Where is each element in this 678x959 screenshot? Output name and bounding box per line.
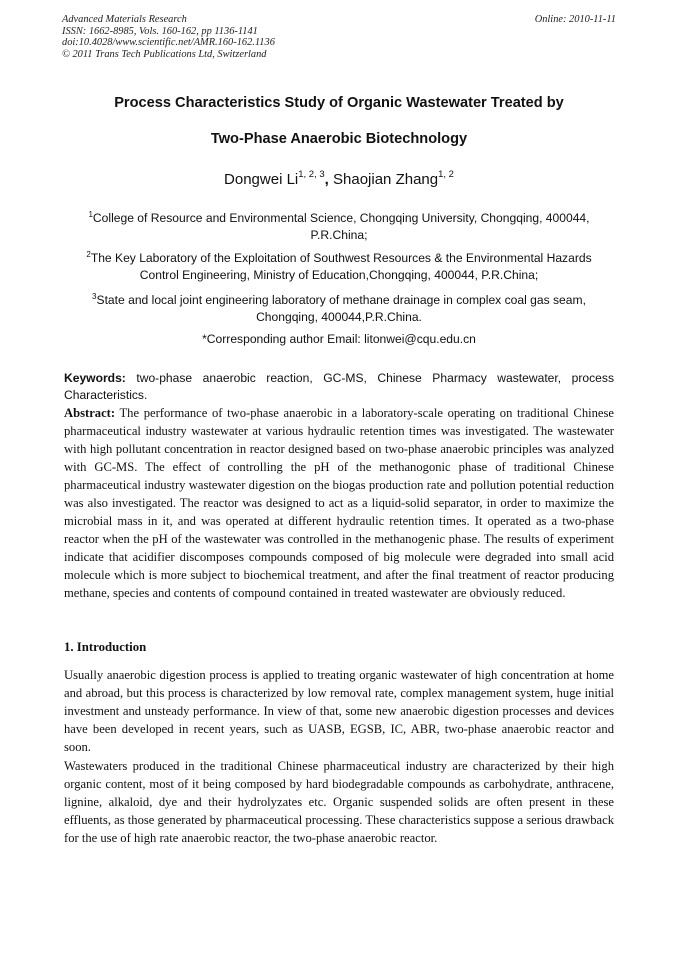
corresponding-author: *Corresponding author Email: litonwei@cqu.edu.cn	[202, 332, 476, 346]
copyright-line: © 2011 Trans Tech Publications Ltd, Switzerland	[62, 48, 267, 60]
journal-name: Advanced Materials Research	[62, 14, 187, 25]
affiliation-text: State and local joint engineering laboratory of methane drainage in complex coal gas seam, Chongqing, 400044,P.R.China.	[96, 293, 586, 325]
section-heading: 1. Introduction	[64, 640, 147, 654]
affiliation-2	[70, 246, 608, 284]
affiliation-text: College of Resource and Environmental Science, Chongqing University, Chongqing, 400044, P.R.China;	[92, 211, 590, 243]
affiliation-3	[70, 288, 608, 326]
journal-metadata	[62, 14, 616, 60]
keywords	[64, 370, 614, 404]
paper-title-line-2: Two-Phase Anaerobic Biotechnology	[210, 131, 468, 147]
author-name: Shaojian Zhang	[333, 171, 439, 188]
affiliation-number: 2	[86, 250, 91, 259]
abstract-text: The performance of two-phase anaerobic in a laboratory-scale operating on traditional Chinese pharmaceutical industry wastewater at various hydraulic retention times was investigated. The wastewater with high pollutant concentration in reactor designed based on two-phase anaerobic principles was analyzed with GC-MS. The effect of controlling the pH of the methanogonic phase of traditional Chinese pharmaceutical industry wastewater digestion on the biogas production rate and pollution potential reduction was also investigated. The reactor was designed to act as a liquid-solid separator, in order to maximize the microbial mass in it, and was operated at different hydraulic retention times. It operated as a two-phase reactor when the pH of the wastewater was controlled in the methanogenic phase. The results of experiment indicate that acidifier discomposes compounds composed of big molecule were degraded into small acid molecule which is more subject to biochemical treatment, and after the final treatment of reactor producing methane, species and contents of compound contained in treated wastewater are obviously reduced.	[64, 406, 614, 600]
abstract	[64, 404, 614, 602]
author-separator: ,	[324, 171, 329, 188]
intro-paragraph-1: Usually anaerobic digestion process is applied to treating organic wastewater of high concentration at home and abroad, but this process is characterized by low removal rate, complex management system, huge initial investment and unsteady performance. In view of that, some new anaerobic digestion processes and devices have been developed in recent years, such as UASB, EGSB, IC, ABR, two-phase anaerobic reactor and soon.	[64, 668, 614, 754]
author-list	[40, 170, 638, 188]
author-affiliation-sup: 1, 2	[438, 169, 454, 180]
keywords-text: two-phase anaerobic reaction, GC-MS, Chinese Pharmacy wastewater, process Characteristics.	[64, 371, 614, 402]
paper-title-line-1: Process Characteristics Study of Organic Wastewater Treated by	[114, 95, 564, 111]
affiliation-number: 1	[88, 210, 93, 219]
issn-line: ISSN: 1662-8985, Vols. 160-162, pp 1136-1141	[62, 25, 258, 37]
intro-paragraph-2: Wastewaters produced in the traditional Chinese pharmaceutical industry are characterized by their high organic content, most of it being composed by hard biodegradable compounds as carbohydrate, anthracene, lignine, alkaloid, dye and their hydrolyzates etc. Organic suspended solids are often present in these effluents, as those generated by pharmaceutical processing. These characteristics suppose a serious drawback for the use of high rate anaerobic reactor, the two-phase anaerobic reactor.	[64, 759, 614, 845]
online-date: Online: 2010-11-11	[534, 14, 616, 25]
abstract-label: Abstract:	[64, 406, 116, 420]
keywords-label: Keywords:	[64, 371, 126, 385]
affiliation-text: The Key Laboratory of the Exploitation of Southwest Resources & the Environmental Hazards Control Engineering, Ministry of Education,Chongqing, 400044, P.R.China;	[90, 251, 592, 283]
author-name: Dongwei Li	[224, 171, 299, 188]
affiliation-number: 3	[92, 292, 97, 301]
author-affiliation-sup: 1, 2, 3	[298, 169, 325, 180]
affiliation-1	[70, 206, 608, 244]
doi-line: doi:10.4028/www.scientific.net/AMR.160-162.1136	[62, 37, 275, 49]
